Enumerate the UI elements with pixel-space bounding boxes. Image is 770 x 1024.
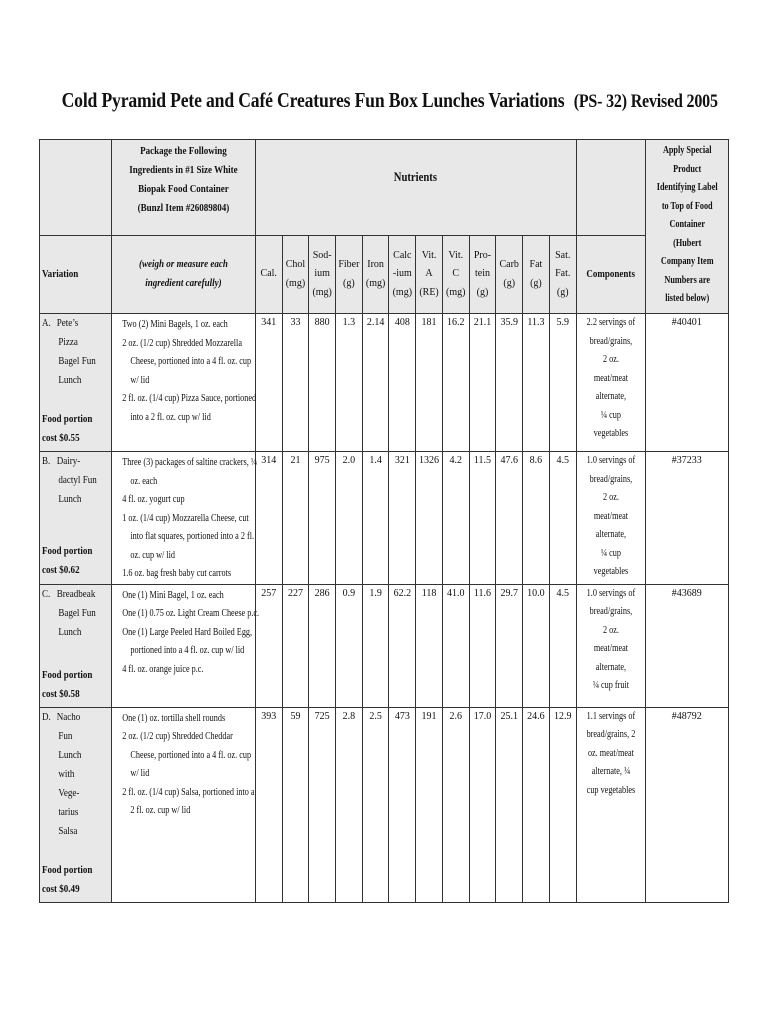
food-portion-cost: Food portion: [42, 863, 93, 876]
nutrient-header-line: Carb: [499, 259, 519, 270]
nutrient-value: 33: [282, 314, 309, 452]
nutrient-header-line: (mg): [392, 286, 413, 298]
nutrient-value: 11.6: [469, 584, 496, 707]
food-portion-cost: cost $0.55: [42, 432, 80, 444]
nutrient-value: 16.2: [442, 314, 469, 452]
components-cell: [576, 707, 645, 902]
header-components-text: Components: [586, 267, 635, 280]
page-title: [61, 88, 718, 113]
nutrient-value: 21.1: [469, 314, 496, 452]
components-cell: [576, 452, 645, 585]
ingredients-cell: [111, 584, 260, 707]
nutrient-value: 181: [416, 314, 443, 452]
nutrient-value: 35.9: [496, 314, 523, 452]
nutrient-value: 1.9: [362, 584, 389, 707]
nutrient-header-line: Pro-: [473, 249, 492, 261]
component-line: vegetables: [593, 428, 628, 439]
nutrient-header-line: A: [425, 268, 433, 280]
nutrient-value: 5.9: [549, 314, 576, 452]
nutrient-value: 1.4: [362, 452, 389, 585]
header-variation: [40, 236, 112, 314]
table-row: [40, 452, 729, 585]
ingredient-line: Two (2) Mini Bagels, 1 oz. each: [122, 319, 228, 330]
component-line: 2.2 servings of: [586, 317, 635, 328]
variation-cell: [40, 314, 112, 452]
header-label-text: Apply Special Product Identifying Label to Top of Food Container (Hubert Company Item Numbers are listed below): [656, 145, 718, 304]
nutrient-value: 393: [255, 707, 282, 902]
ingredient-line: 2 oz. (1/2 cup) Shredded Mozzarella Cheese, portioned into a 4 fl. oz. cup w/ lid: [122, 337, 252, 386]
nutrient-value: 227: [282, 584, 309, 707]
nutrient-header-line: Vit.: [448, 249, 464, 261]
component-line: vegetables: [593, 566, 628, 577]
component-line: 2 oz.: [602, 492, 619, 503]
nutrient-value: 4.5: [549, 584, 576, 707]
variation-cell: [40, 452, 112, 585]
ingredients-cell: [111, 452, 255, 585]
ingredients-cell: [111, 314, 255, 452]
header-variation-blank: [40, 140, 112, 236]
component-line: meat/meat: [593, 643, 628, 654]
table-row: [40, 707, 729, 902]
nutrient-value: 59: [282, 707, 309, 902]
component-line: 2 oz.: [602, 624, 619, 636]
nutrient-value: 4.5: [549, 452, 576, 585]
table-row: [40, 584, 729, 707]
nutrient-value: 8.6: [523, 452, 550, 585]
ingredient-line: One (1) Large Peeled Hard Boiled Egg, portioned into a 4 fl. oz. cup w/ lid: [122, 626, 253, 656]
hubert-item-number: #43689: [645, 584, 728, 707]
variation-letter: D.: [42, 710, 51, 723]
header-variation-text: Variation: [42, 267, 79, 280]
variation-letter: B.: [42, 455, 51, 467]
lunch-variations-table: [39, 139, 729, 903]
nutrient-value: 975: [309, 452, 336, 585]
component-line: 1.0 servings of: [586, 587, 635, 599]
food-portion-cost: cost $0.62: [42, 564, 80, 576]
nutrient-header-line: (RE): [419, 286, 439, 298]
nutrient-value: 321: [389, 452, 416, 585]
variation-name-line: Pizza: [58, 336, 78, 348]
component-line: 2 oz.: [602, 354, 619, 365]
components-cell: [576, 584, 645, 707]
ingredient-line: 1 oz. (1/4 cup) Mozzarella Cheese, cut into flat squares, portioned into a 2 fl. oz. cup w/ lid: [122, 512, 255, 561]
nutrient-header-line: (g): [503, 277, 516, 289]
component-line: meat/meat: [593, 510, 628, 522]
nutrient-value: 29.7: [496, 584, 523, 707]
variation-name-line: Lunch: [58, 493, 82, 505]
nutrient-header-2: [309, 236, 336, 314]
food-portion-cost: Food portion: [42, 668, 93, 681]
nutrient-value: 2.0: [336, 452, 363, 585]
hubert-item-number: #40401: [645, 314, 728, 452]
nutrient-header-line: Fiber: [338, 259, 360, 270]
variation-letter: A.: [42, 317, 51, 329]
header-weigh: [111, 236, 255, 314]
component-line: alternate,: [595, 661, 626, 673]
variation-name-line: Lunch: [58, 625, 82, 638]
nutrient-value: 2.14: [362, 314, 389, 452]
nutrient-header-line: tein: [474, 268, 490, 280]
variation-name-line: Vege-: [58, 786, 80, 799]
nutrient-header-line: (mg): [446, 286, 466, 298]
hubert-item-number: #37233: [645, 452, 728, 585]
header-label: [645, 140, 728, 314]
variation-name-line: tarius: [58, 805, 79, 818]
nutrient-value: 257: [255, 584, 282, 707]
hubert-item-number: #48792: [645, 707, 728, 902]
component-line: bread/grains,: [589, 606, 632, 617]
nutrient-header-line: (mg): [312, 286, 332, 298]
nutrient-header-9: [496, 236, 523, 314]
nutrient-value: 408: [389, 314, 416, 452]
nutrient-value: 2.6: [442, 707, 469, 902]
variation-name-line: Lunch: [58, 748, 82, 761]
nutrient-header-line: C: [452, 268, 460, 280]
nutrient-value: 1.3: [336, 314, 363, 452]
nutrient-value: 4.2: [442, 452, 469, 585]
nutrient-header-line: (g): [530, 277, 542, 289]
nutrient-header-line: Chol: [285, 259, 306, 270]
nutrient-header-line: (g): [343, 277, 355, 289]
nutrient-value: 2.8: [336, 707, 363, 902]
component-line: cup vegetables: [586, 784, 635, 796]
variation-name-line: Fun: [58, 729, 73, 742]
component-line: ¼ cup: [600, 547, 621, 559]
nutrient-header-line: Vit.: [421, 249, 437, 261]
header-nutrients: [255, 140, 576, 236]
nutrient-header-4: [362, 236, 389, 314]
component-line: 1.0 servings of: [586, 455, 635, 466]
ingredient-line: Three (3) packages of saltine crackers, ¼ oz. each: [122, 457, 257, 487]
title-main: Cold Pyramid Pete and Café Creatures Fun Box Lunches Variations: [61, 88, 565, 112]
header-package-text: Package the Following Ingredients in #1 Size White Biopak Food Container (Bunzl Item #26089804): [129, 145, 238, 214]
nutrient-value: 41.0: [442, 584, 469, 707]
variation-name-line: with: [58, 767, 75, 780]
ingredient-line: 4 fl. oz. yogurt cup: [122, 494, 185, 505]
nutrient-value: 118: [416, 584, 443, 707]
nutrient-header-line: Fat.: [555, 268, 571, 280]
component-line: 1.1 servings of: [586, 710, 635, 722]
component-line: meat/meat: [593, 372, 628, 384]
ingredients-cell: [111, 707, 255, 902]
nutrient-value: 341: [255, 314, 282, 452]
variation-name-line: Dairy-: [56, 455, 81, 467]
header-components-blank: [576, 140, 645, 236]
nutrient-header-0: [255, 236, 282, 314]
component-line: oz. meat/meat: [587, 747, 634, 759]
nutrient-header-line: ium: [314, 268, 330, 280]
nutrient-value: 47.6: [496, 452, 523, 585]
table-row: [40, 314, 729, 452]
nutrient-header-line: Sat.: [555, 249, 571, 261]
component-line: bread/grains,: [589, 335, 632, 347]
component-line: bread/grains,: [589, 473, 632, 485]
food-portion-cost: cost $0.58: [42, 687, 80, 700]
variation-name-line: Bagel Fun: [58, 606, 96, 619]
nutrient-value: 62.2: [389, 584, 416, 707]
nutrient-header-5: [389, 236, 416, 314]
header-weigh-text: (weigh or measure each ingredient carefully): [138, 258, 228, 290]
header-components: [576, 236, 645, 314]
nutrient-header-line: Sod-: [312, 249, 332, 261]
ingredient-line: One (1) 0.75 oz. Light Cream Cheese p.c.: [122, 608, 260, 619]
nutrient-value: 24.6: [523, 707, 550, 902]
components-cell: [576, 314, 645, 452]
food-portion-cost: cost $0.49: [42, 882, 80, 895]
nutrient-header-line: (mg): [285, 277, 306, 289]
nutrient-header-11: [549, 236, 576, 314]
nutrient-header-line: (g): [556, 286, 569, 298]
variation-name-line: Nacho: [56, 710, 81, 723]
nutrient-header-line: Fat: [529, 259, 543, 270]
nutrient-header-3: [336, 236, 363, 314]
header-nutrients-text: Nutrients: [394, 169, 438, 185]
nutrient-value: 17.0: [469, 707, 496, 902]
nutrient-header-1: [282, 236, 309, 314]
variation-name-line: Salsa: [58, 824, 78, 837]
ingredient-line: 4 fl. oz. orange juice p.c.: [122, 663, 204, 675]
component-line: ¼ cup: [600, 409, 621, 421]
nutrient-value: 1326: [416, 452, 443, 585]
nutrient-header-line: (mg): [365, 277, 386, 289]
nutrient-header-10: [523, 236, 550, 314]
ingredient-line: One (1) Mini Bagel, 1 oz. each: [122, 589, 224, 601]
variation-name-first: [42, 585, 107, 604]
ingredient-line: 2 oz. (1/2 cup) Shredded Cheddar Cheese, portioned into a 4 fl. oz. cup w/ lid: [122, 731, 252, 779]
nutrient-value: 314: [255, 452, 282, 585]
nutrient-header-line: Cal.: [260, 268, 277, 280]
nutrient-value: 21: [282, 452, 309, 585]
component-line: alternate,: [595, 529, 626, 540]
nutrient-header-6: [416, 236, 443, 314]
nutrient-header-line: Calc: [393, 249, 412, 261]
nutrient-value: 2.5: [362, 707, 389, 902]
component-line: alternate, ¼: [591, 766, 630, 777]
variation-name-first: [42, 452, 107, 471]
nutrient-header-line: -ium: [392, 268, 412, 280]
variation-name-line: Lunch: [58, 374, 82, 386]
component-line: bread/grains, 2: [586, 729, 635, 740]
ingredient-line: 1.6 oz. bag fresh baby cut carrots: [122, 568, 231, 579]
variation-name-first: [42, 314, 107, 333]
variation-name-line: Bagel Fun: [58, 355, 96, 367]
ingredient-line: One (1) oz. tortilla shell rounds: [122, 712, 226, 724]
title-suffix: (PS- 32) Revised 2005: [573, 91, 718, 112]
variation-name-line: Breadbeak: [56, 587, 96, 600]
variation-cell: [40, 707, 112, 902]
header-package: [111, 140, 255, 236]
variation-name-first: [42, 708, 107, 727]
nutrient-value: 11.5: [469, 452, 496, 585]
nutrient-value: 10.0: [523, 584, 550, 707]
nutrient-value: 11.3: [523, 314, 550, 452]
component-line: ¼ cup fruit: [592, 680, 629, 691]
ingredient-line: 2 fl. oz. (1/4 cup) Salsa, portioned into a 2 fl. oz. cup w/ lid: [122, 786, 255, 816]
ingredient-line: 2 fl. oz. (1/4 cup) Pizza Sauce, portioned into a 2 fl. oz. cup w/ lid: [122, 393, 257, 423]
nutrient-header-8: [469, 236, 496, 314]
nutrient-value: 25.1: [496, 707, 523, 902]
nutrient-value: 286: [309, 584, 336, 707]
variation-letter: C.: [42, 587, 51, 600]
variation-cell: [40, 584, 112, 707]
nutrient-value: 0.9: [336, 584, 363, 707]
nutrient-header-line: Iron: [367, 259, 384, 270]
nutrient-value: 191: [416, 707, 443, 902]
component-line: alternate,: [595, 391, 626, 402]
nutrient-value: 12.9: [549, 707, 576, 902]
nutrient-value: 725: [309, 707, 336, 902]
food-portion-cost: Food portion: [42, 545, 93, 557]
food-portion-cost: Food portion: [42, 413, 93, 425]
nutrient-header-7: [442, 236, 469, 314]
variation-name-line: dactyl Fun: [58, 474, 97, 486]
nutrient-value: 473: [389, 707, 416, 902]
nutrient-header-line: (g): [476, 286, 489, 298]
nutrient-value: 880: [309, 314, 336, 452]
variation-name-line: Pete’s: [56, 317, 79, 329]
